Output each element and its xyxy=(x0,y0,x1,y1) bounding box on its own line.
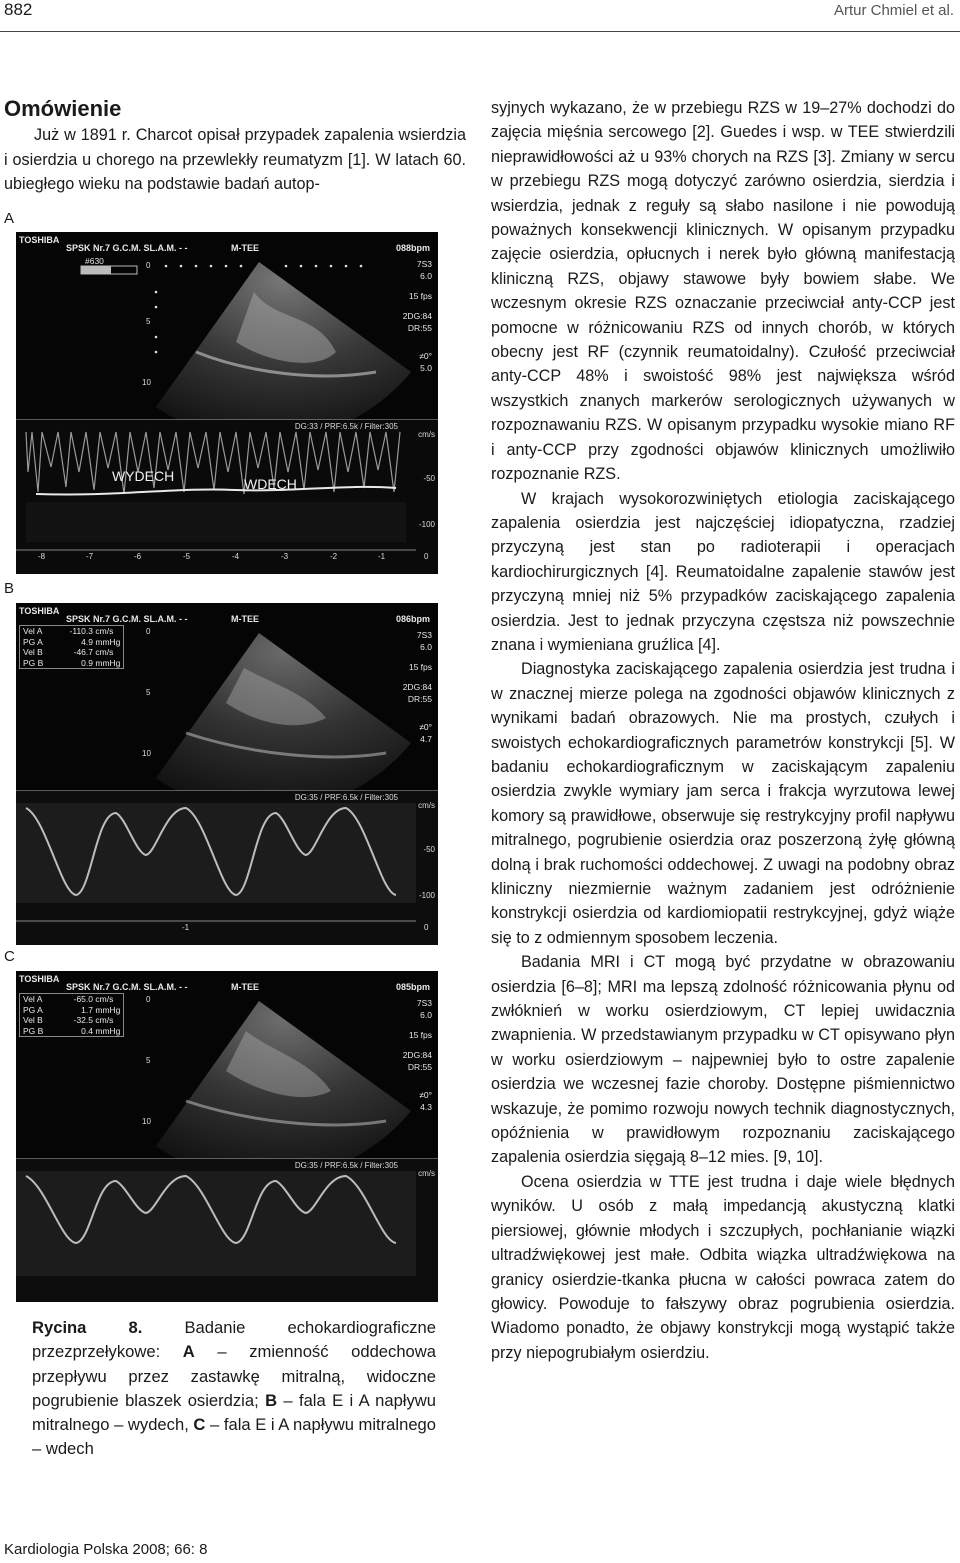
header-mid-c: M-TEE xyxy=(231,982,259,992)
echo-header-a xyxy=(16,232,438,253)
header-left-c: SPSK Nr.7 G.C.M. SL.A.M. - - xyxy=(66,982,188,992)
header-left-a: SPSK Nr.7 G.C.M. SL.A.M. - - xyxy=(66,243,188,253)
settings-info-b: 7S3 6.0 15 fps 2DG:84 DR:55 ≠0° 4.7 xyxy=(402,630,432,744)
echo-panel-a: TOSHIBA SPSK Nr.7 G.C.M. SL.A.M. - - M-TEE 088bpm #630 0 5 10 7S3 6.0 15 fps 2DG:84 DR:55 ≠0° 5.0 DG:33 / PRF:6.5k / Filter:305 cm/s -50 -100 WYDECH WDECH -8 -7 -6 -5 -4 -3 -2 -1 0 xyxy=(16,232,438,574)
measurement-box-b: Vel A -110.3 cm/s PG A 4.9 mmHg Vel B -46.7 cm/s PG B 0.9 mmHg xyxy=(19,625,124,669)
left-column xyxy=(4,96,466,197)
scale-50-a: -50 xyxy=(423,474,435,483)
overlay-exhale-a: WYDECH xyxy=(112,468,175,484)
paragraph-3: Diagnostyka zaciskającego zapalenia osierdzia jest trudna i w znacznej mierze polega na zgodności objawów klinicznych z wynikami badań obrazowych. Nie ma prostych, czułych i swoistych echokardiograficznych parametrów konstrykcji [5]. W badaniu echokardiograficznym w zaciskającym zapaleniu osierdzia zwykle wymiary jam serca i frakcja wyrzutowa lewej komory są prawidłowe, obserwuje się restrykcyjny profil napływu mitralnego, pogrubienie osierdzia oraz poszerzoną żyłę główną dolną i brak ruchomości oddechowej. Z uwagi na podobny obraz kliniczny niezmiernie ważnym zadaniem jest odróżnienie konstrykcji osierdzia od kardiomiopatii restrykcyjnej, gdyż wiąże się to z odmiennym sposobem leczenia. xyxy=(491,660,955,947)
doppler-settings-b: DG:35 / PRF:6.5k / Filter:305 xyxy=(294,793,398,802)
depth-mark-10-c: 10 xyxy=(142,1117,151,1126)
brand-label-c: TOSHIBA xyxy=(19,974,60,984)
depth-mark-5-c: 5 xyxy=(146,1056,151,1065)
caption-label: Rycina 8. xyxy=(32,1318,143,1337)
depth-mark-0-a: 0 xyxy=(146,261,151,270)
section-title: Omówienie xyxy=(4,96,122,121)
settings-info-a: 7S3 6.0 15 fps 2DG:84 DR:55 ≠0° 5.0 xyxy=(402,259,432,373)
doppler-settings-a: DG:33 / PRF:6.5k / Filter:305 xyxy=(294,422,398,431)
echo-header-c xyxy=(16,971,438,992)
settings-info-c: 7S3 6.0 15 fps 2DG:84 DR:55 ≠0° 4.3 xyxy=(402,998,432,1112)
header-mid-b: M-TEE xyxy=(231,614,259,624)
paragraph-4: Badania MRI i CT mogą być przydatne w obrazowaniu osierdzia [6–8]; MRI ma lepszą zdolność różnicowania płynu od zwłóknień w worku osierdziowym, CT lepiej uwidacznia zwapnienia. W przedstawianym przypadku w CT opisywano płyn w worku osierdziowym – najpewniej było to ostre zapalenie osierdzia we wczesnej fazie choroby. Dostępne piśmiennictwo wskazuje, że pomimo rozwoju nowych technik diagnostycznych, opóźnienia w prawidłowym rozpoznaniu zaciskającego zapalenia osierdzia sięgają 8–12 mies. [9, 10]. xyxy=(491,953,955,1167)
paragraph-1: syjnych wykazano, że w przebiegu RZS w 19–27% dochodzi do zajęcia mięśnia sercowego [2]. Guedes i wsp. w TEE stwierdzili nieprawidłowości aż u 93% chorych na RZS [3]. Zmiany w sercu w przebiegu RZS mogą dotyczyć zarówno osierdzia, sierdzia i wsierdzia, jednak z reguły są słabo nasilone i nie powodują poważnych konsekwencji klinicznych. W opisanym przypadku zajęcie osierdzia, opłucnych i nerek było główną manifestacją kliniczną RZS, objawy stawowe były bowiem słabe. We wczesnym okresie RZS oznaczanie przeciwciał anty-CCP jest pomocne w różnicowaniu RZS od innych chorób, w których obecny jest RF (czynnik reumatoidalny). Czułość przeciwciał anty-CCP 48% i swoistość 98% jest największa wśród wszystkich znanych markerów serologicznych używanych w rozpoznawaniu RZS. W opisanym przypadku wysokie miano RF i anty-CCP przy zgodności objawów klinicznych umożliwiło rozpoznanie RZS. xyxy=(491,99,955,484)
right-column xyxy=(491,96,955,1365)
depth-mark-5-a: 5 xyxy=(146,317,151,326)
header-right-c: 085bpm xyxy=(395,982,430,992)
figure-caption: Rycina 8. Badanie echokardiograficzne przezprzełykowe: A – zmienność oddechowa przepływu przez zastawkę mitralną, widoczne pogrubienie blaszek osierdzia; B – fala E i A napływu mitralnego – wydech, C – fala E i A napływu mitralnego – wdech xyxy=(32,1318,437,1459)
depth-mark-5-b: 5 xyxy=(146,688,151,697)
header-left-b: SPSK Nr.7 G.C.M. SL.A.M. - - xyxy=(66,614,188,624)
scale-100-b: -100 xyxy=(418,891,435,900)
journal-footer: Kardiologia Polska 2008; 66: 8 xyxy=(4,1541,208,1558)
unit-label-c: cm/s xyxy=(418,1169,435,1178)
panel-label-a: A xyxy=(4,210,15,227)
paragraph-5: Ocena osierdzia w TTE jest trudna i daje wiele błędnych wyników. U osób z małą impedancją akustyczną klatki piersiowej, głównie młodych i szczupłych, pochłanianie wiązki ultradźwiękowej jest małe. Odbita wiązka ultradźwiękowa na granicy osierdzie-tkanka płucna w całości powraca zatem do głowicy. Powoduje to fałszywy obraz pogrubienia osierdzia. Wiadomo ponadto, że objawy konstrykcji mogą wystąpić także przy niepogrubiałym osierdziu. xyxy=(491,1172,955,1362)
intro-paragraph: Już w 1891 r. Charcot opisał przypadek zapalenia wsierdzia i osierdzia u chorego na przewlekły reumatyzm [1]. W latach 60. ubiegłego wieku na podstawie badań autop- xyxy=(4,126,466,193)
page-number: 882 xyxy=(4,0,33,19)
depth-mark-0-b: 0 xyxy=(146,627,151,636)
time-mark-minus1-b: -1 xyxy=(182,923,190,932)
scale-50-b: -50 xyxy=(423,845,435,854)
echo-panel-b xyxy=(16,603,438,945)
paragraph-2: W krajach wysokorozwiniętych etiologia zaciskającego zapalenia osierdzia jest najczęściej idiopatyczna, rzadziej przyczyną jest stan po radioterapii i operacjach kardiochirurgicznych [4]. Reumatoidalne zapalenie stawów jest przyczyną mniej niż 5% przypadków zaciskającego zapalenia osierdzia. Jest to jednak przyczyna częstsza niż powszechnie znana i wymieniana gruźlica [4]. xyxy=(491,489,955,654)
brand-label-a: TOSHIBA xyxy=(19,235,60,245)
unit-label-a: cm/s xyxy=(418,430,435,439)
echo-panel-c xyxy=(16,971,438,1302)
header-right-a: 088bpm xyxy=(395,243,430,253)
echo-graphics-a xyxy=(16,232,438,574)
depth-mark-10-a: 10 xyxy=(142,378,151,387)
panel-label-b: B xyxy=(4,580,15,597)
measurement-box-c: Vel A -65.0 cm/s PG A 1.7 mmHg Vel B -32.5 cm/s PG B 0.4 mmHg xyxy=(19,993,124,1037)
unit-label-b: cm/s xyxy=(418,801,435,810)
running-head-author: Artur Chmiel et al. xyxy=(833,2,954,19)
overlay-inhale-a: WDECH xyxy=(244,476,297,492)
scale-100-a: -100 xyxy=(418,520,435,529)
header-mid-a: M-TEE xyxy=(231,243,259,253)
header-rule xyxy=(0,31,960,32)
frame-counter-a: #630 xyxy=(85,256,104,266)
panel-label-c: C xyxy=(4,948,15,965)
echo-header-b xyxy=(16,603,438,624)
depth-mark-0-c: 0 xyxy=(146,995,151,1004)
depth-mark-10-b: 10 xyxy=(142,749,151,758)
doppler-settings-c: DG:35 / PRF:6.5k / Filter:305 xyxy=(294,1161,398,1170)
time-mark-0-b: 0 xyxy=(424,923,429,932)
header-right-b: 086bpm xyxy=(395,614,430,624)
brand-label-b: TOSHIBA xyxy=(19,606,60,616)
